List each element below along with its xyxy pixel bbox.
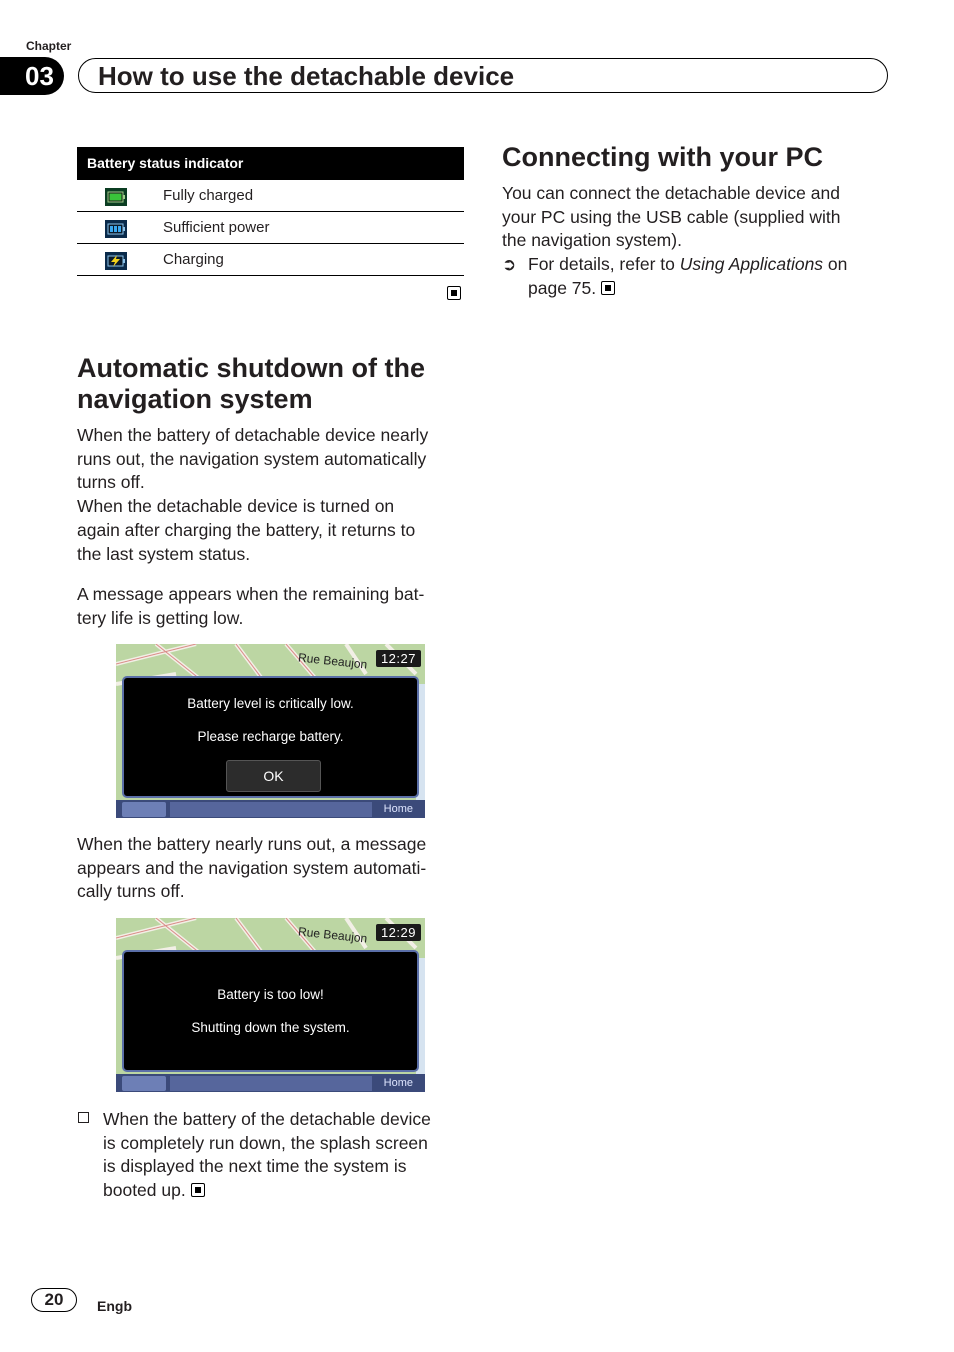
section-end-mark xyxy=(601,281,615,295)
home-button[interactable]: Home xyxy=(383,1077,413,1089)
battery-status-table xyxy=(77,147,464,276)
battery-state-label: Charging xyxy=(163,251,224,268)
low-battery-dialog xyxy=(122,676,419,798)
note-paragraph: When the battery of the detachable device is completely run down, the splash screen is displayed the next time the system is booted up. xyxy=(103,1109,431,1201)
paragraph: When the battery nearly runs out, a message appears and the navigation system automati- cally turns off. xyxy=(77,834,427,902)
table-row xyxy=(77,244,464,276)
reference-paragraph: For details, refer to Using Applications on page 75. xyxy=(528,254,848,298)
battery-sufficient-icon xyxy=(105,218,127,236)
navigation-screen-low-battery xyxy=(116,644,425,818)
chapter-number: 03 xyxy=(0,57,64,95)
dialog-message-line: Shutting down the system. xyxy=(191,1020,350,1035)
battery-full-icon xyxy=(105,186,127,204)
street-name-label: Rue Beaujon xyxy=(297,924,368,946)
home-button[interactable]: Home xyxy=(383,803,413,815)
battery-state-label: Fully charged xyxy=(163,187,254,204)
bottom-bar xyxy=(116,800,425,818)
battery-charging-icon xyxy=(105,250,127,268)
reference-link[interactable]: Using Applications xyxy=(679,254,824,274)
chapter-label: Chapter xyxy=(26,39,72,53)
battery-state-label: Sufficient power xyxy=(163,219,270,236)
arrow-bullet-icon: ➲ xyxy=(502,255,517,274)
table-row xyxy=(77,180,464,212)
navigation-screen-shutdown xyxy=(116,918,425,1092)
page-number: 20 xyxy=(31,1288,77,1312)
paragraph: A message appears when the remaining bat- tery life is getting low. xyxy=(77,584,425,628)
section-heading: Connecting with your PC xyxy=(502,142,823,172)
info-bar xyxy=(170,802,372,817)
checkbox-bullet-icon xyxy=(78,1112,89,1123)
clock-display: 12:29 xyxy=(376,924,421,941)
shutdown-dialog xyxy=(122,950,419,1072)
search-icon[interactable] xyxy=(122,1076,166,1091)
clock-display: 12:27 xyxy=(376,650,421,667)
paragraph: You can connect the detachable device and your PC using the USB cable (supplied with the navigation system). xyxy=(502,183,841,251)
dialog-message-line: Battery is too low! xyxy=(217,987,324,1002)
table-header: Battery status indicator xyxy=(77,147,464,180)
language-code: Engb xyxy=(97,1298,132,1314)
dialog-message-line: Battery level is critically low. xyxy=(187,696,354,711)
paragraph: When the battery of detachable device nearly runs out, the navigation system automatically turns off. When the detachable device is turned on again after charging the battery, it returns to the last system status. xyxy=(77,425,429,564)
section-end-mark xyxy=(447,286,461,300)
bottom-bar xyxy=(116,1074,425,1092)
info-bar xyxy=(170,1076,372,1091)
section-end-mark xyxy=(191,1183,205,1197)
search-icon[interactable] xyxy=(122,802,166,817)
section-heading: Automatic shutdown of the navigation system xyxy=(77,353,425,414)
ok-button[interactable]: OK xyxy=(226,760,321,792)
street-name-label: Rue Beaujon xyxy=(297,650,368,672)
chapter-title: How to use the detachable device xyxy=(98,61,515,91)
table-row xyxy=(77,212,464,244)
dialog-message-line: Please recharge battery. xyxy=(197,729,344,744)
